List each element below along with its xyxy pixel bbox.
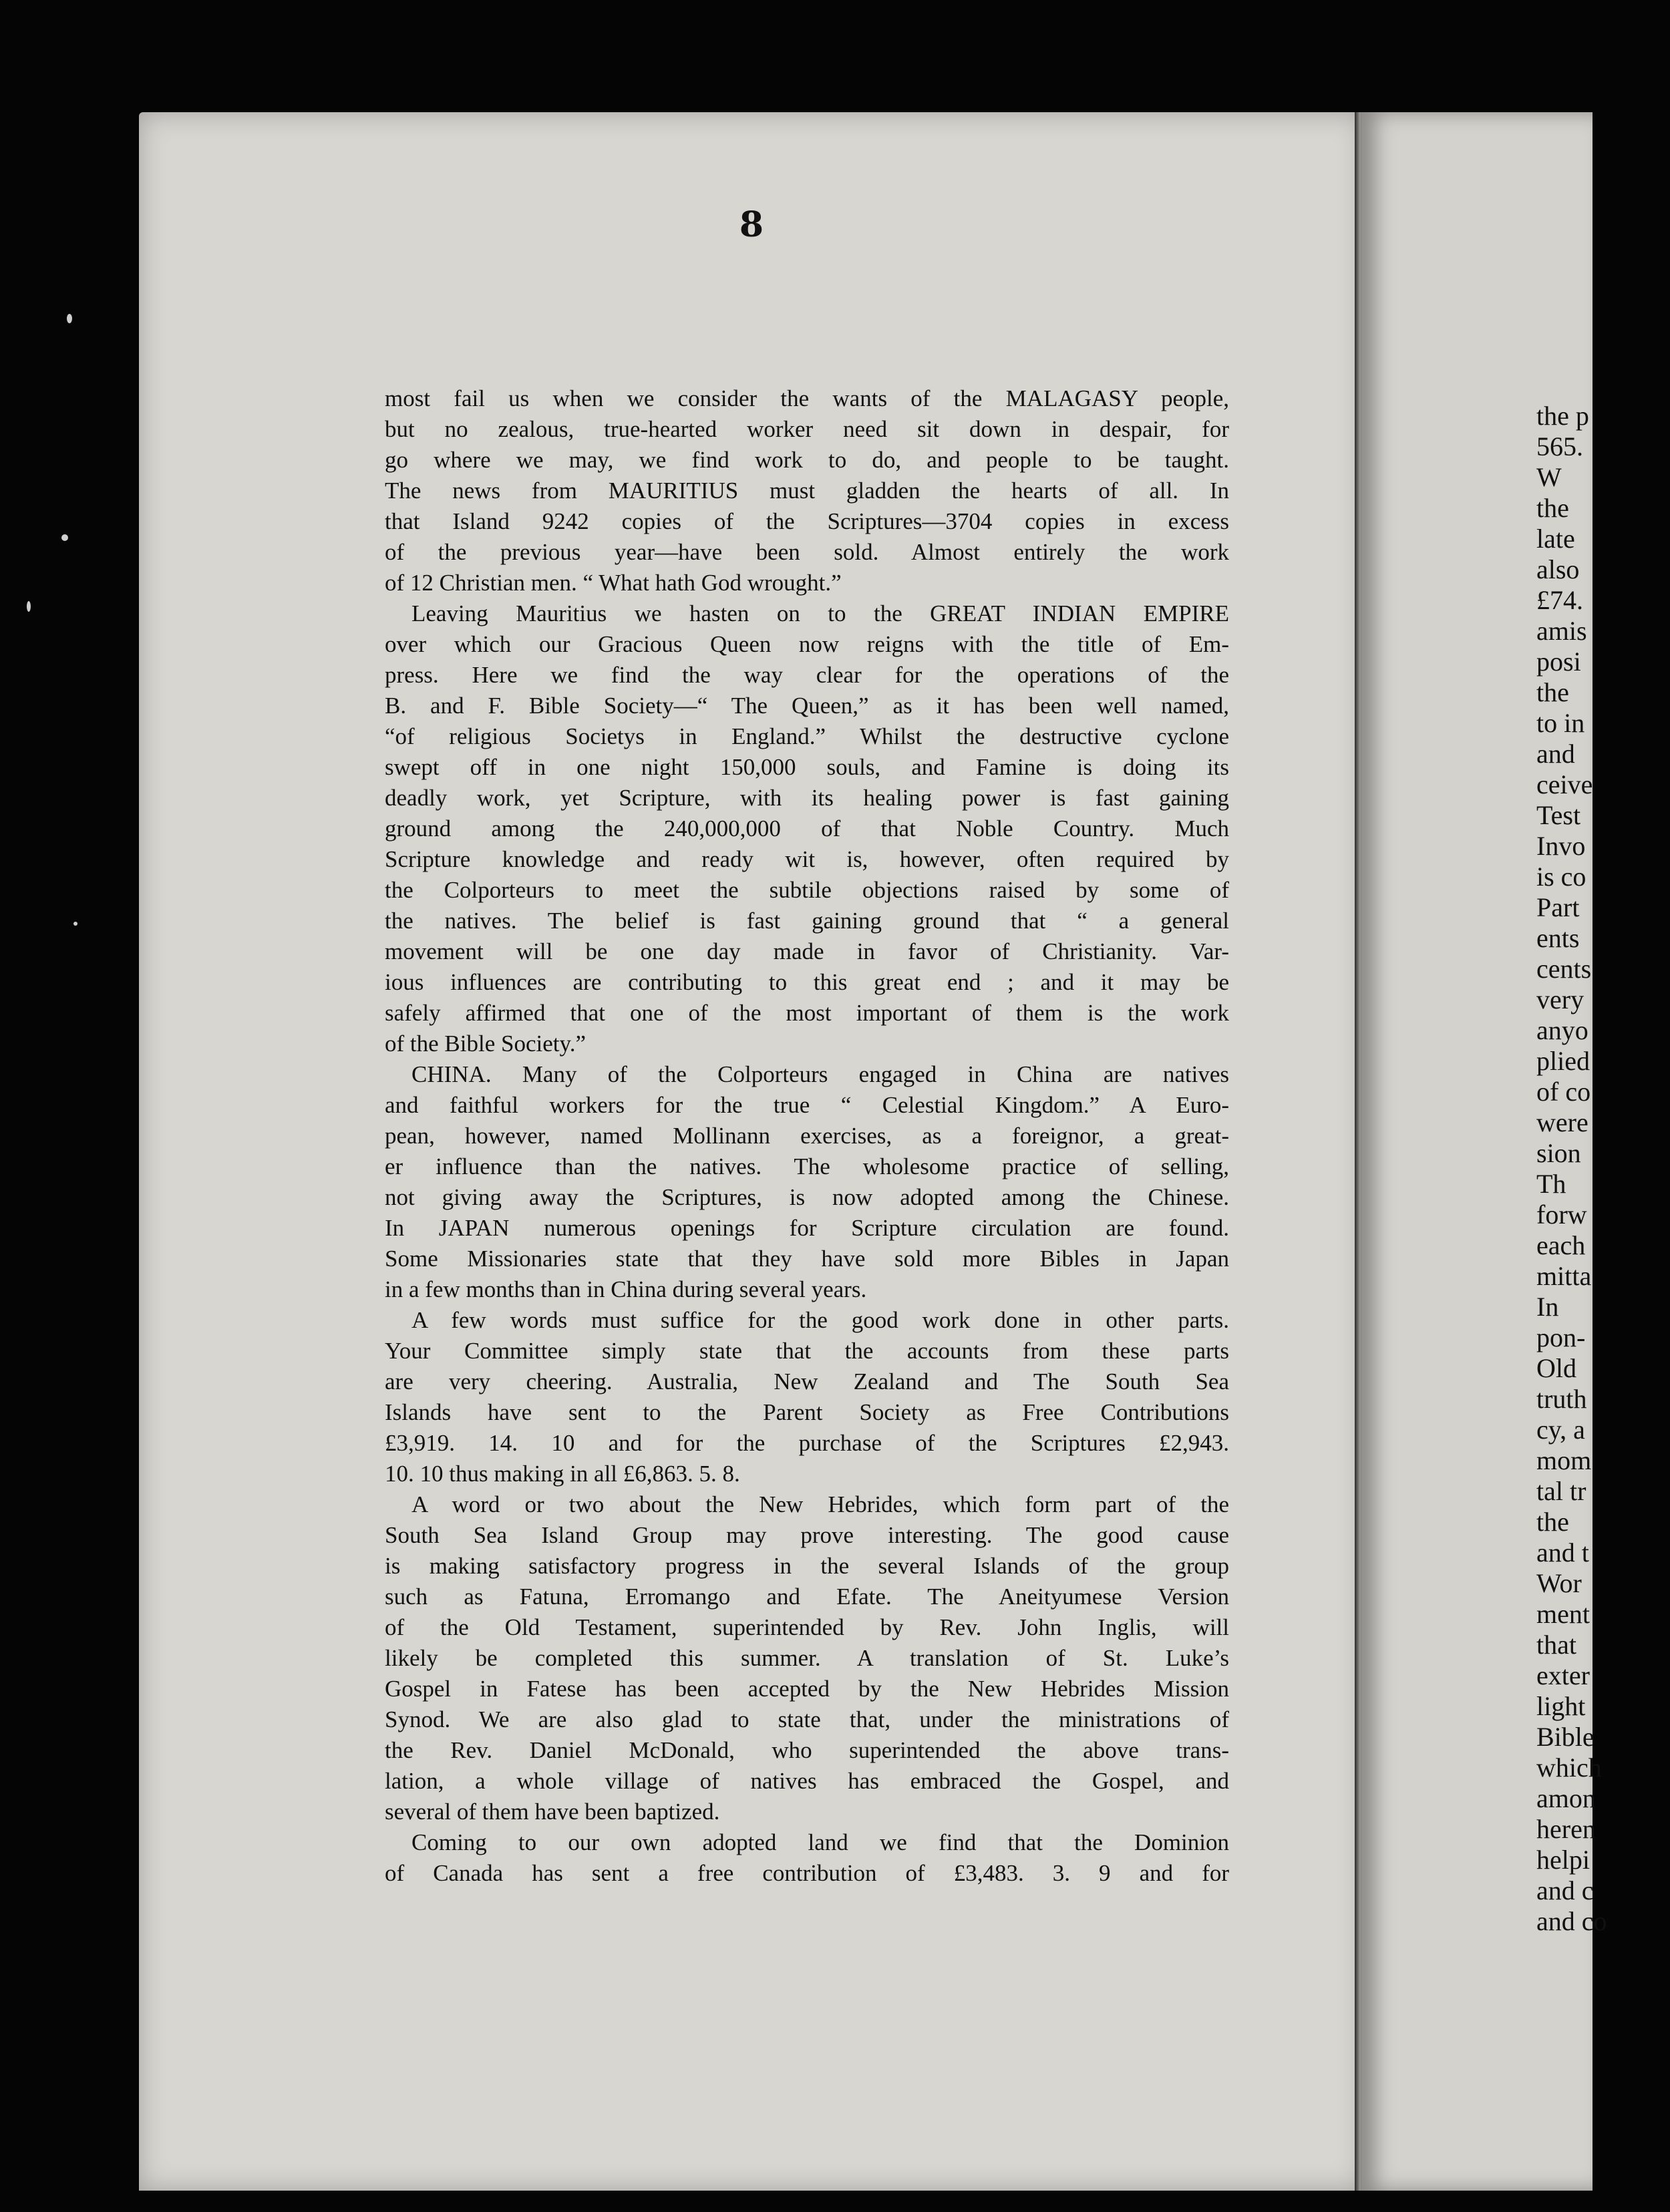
text-line: B. and F. Bible Society—“ The Queen,” as it has been well named,	[385, 693, 1229, 719]
text-line: the Colporteurs to meet the subtile objections raised by some of	[385, 877, 1229, 903]
text-fragment: posi	[1536, 647, 1581, 677]
text-fragment: of co	[1536, 1077, 1591, 1107]
text-line: that Island 9242 copies of the Scriptures—3704 copies in excess	[385, 508, 1229, 534]
text-line: Synod. We are also glad to state that, under the ministrations of	[385, 1706, 1229, 1732]
film-speck	[73, 922, 77, 926]
text-line: 10. 10 thus making in all £6,863. 5. 8.	[385, 1461, 740, 1487]
text-line: is making satisfactory progress in the several Islands of the group	[385, 1553, 1229, 1579]
text-line: such as Fatuna, Erromango and Efate. The Aneityumese Version	[385, 1584, 1229, 1610]
text-fragment: and	[1536, 739, 1575, 769]
text-line: movement will be one day made in favor of Christianity. Var-	[385, 938, 1229, 964]
text-line: ground among the 240,000,000 of that Noble Country. Much	[385, 815, 1229, 842]
text-line: press. Here we find the way clear for the operations of the	[385, 662, 1229, 688]
film-speck	[61, 534, 68, 541]
page-number: 8	[739, 204, 764, 245]
right-page	[1361, 112, 1607, 2191]
text-fragment: also	[1536, 554, 1580, 584]
text-fragment: anyo	[1536, 1015, 1589, 1045]
text-fragment: that	[1536, 1630, 1576, 1660]
text-fragment: the	[1536, 1507, 1569, 1537]
text-fragment: tal tr	[1536, 1476, 1586, 1506]
text-fragment: and c	[1536, 1875, 1594, 1905]
text-fragment: pon-	[1536, 1322, 1586, 1352]
text-line: deadly work, yet Scripture, with its healing power is fast gaining	[385, 785, 1229, 811]
left-page-body-text	[385, 383, 1229, 1889]
text-fragment: were	[1536, 1107, 1589, 1137]
text-line: Some Missionaries state that they have sold more Bibles in Japan	[385, 1246, 1229, 1272]
text-fragment: the p	[1536, 401, 1589, 431]
text-line: of 12 Christian men. “ What hath God wrought.”	[385, 570, 842, 596]
text-fragment: each	[1536, 1230, 1586, 1260]
text-fragment: Part	[1536, 892, 1580, 922]
text-line: the natives. The belief is fast gaining ground that “ a general	[385, 908, 1229, 934]
text-line: the Rev. Daniel McDonald, who superintended the above trans-	[385, 1737, 1229, 1763]
text-fragment: forw	[1536, 1200, 1587, 1230]
text-fragment: cents	[1536, 954, 1592, 984]
text-fragment: Wor	[1536, 1568, 1582, 1598]
text-fragment: Old	[1536, 1353, 1576, 1383]
text-fragment: exter	[1536, 1660, 1590, 1690]
text-line: of the previous year—have been sold. Almost entirely the work	[385, 539, 1229, 565]
text-line: safely affirmed that one of the most important of them is the work	[385, 1000, 1229, 1026]
text-fragment: the	[1536, 677, 1569, 707]
text-line: but no zealous, true-hearted worker need sit down in despair, for	[385, 416, 1229, 442]
film-speck	[27, 601, 31, 612]
text-line: South Sea Island Group may prove interesting. The good cause	[385, 1522, 1229, 1548]
text-fragment: and co	[1536, 1906, 1607, 1936]
text-line: The news from MAURITIUS must gladden the hearts of all. In	[385, 478, 1229, 504]
text-fragment: sion	[1536, 1138, 1581, 1168]
text-line: CHINA. Many of the Colporteurs engaged in China are natives	[411, 1061, 1229, 1087]
film-speck	[67, 314, 72, 323]
text-line: most fail us when we consider the wants of the MALAGASY people,	[385, 385, 1229, 411]
text-line: A few words must suffice for the good work done in other parts.	[411, 1307, 1229, 1333]
text-line: pean, however, named Mollinann exercises, as a foreignor, a great-	[385, 1123, 1229, 1149]
text-fragment: to in	[1536, 708, 1585, 738]
text-line: er influence than the natives. The wholesome practice of selling,	[385, 1153, 1229, 1179]
text-fragment: ents	[1536, 923, 1580, 953]
text-line: Coming to our own adopted land we find that the Dominion	[411, 1829, 1229, 1855]
text-fragment: light	[1536, 1691, 1586, 1721]
text-fragment: late	[1536, 524, 1575, 554]
text-line: In JAPAN numerous openings for Scripture circulation are found.	[385, 1215, 1229, 1241]
text-line: lation, a whole village of natives has embraced the Gospel, and	[385, 1768, 1229, 1794]
text-fragment: Test	[1536, 800, 1581, 830]
text-fragment: truth	[1536, 1384, 1587, 1414]
text-line: several of them have been baptized.	[385, 1799, 720, 1825]
text-fragment: and t	[1536, 1537, 1589, 1568]
text-line: of the Old Testament, superintended by Rev. John Inglis, will	[385, 1614, 1229, 1640]
text-line: swept off in one night 150,000 souls, and Famine is doing its	[385, 754, 1229, 780]
text-fragment: is co	[1536, 862, 1586, 892]
text-line: in a few months than in China during several years.	[385, 1276, 867, 1302]
text-line: of the Bible Society.”	[385, 1031, 586, 1057]
text-line: not giving away the Scriptures, is now adopted among the Chinese.	[385, 1184, 1229, 1210]
text-fragment: W	[1536, 462, 1562, 492]
text-fragment: mom	[1536, 1445, 1592, 1475]
text-line: of Canada has sent a free contribution of £3,483. 3. 9 and for	[385, 1860, 1229, 1886]
text-fragment: ceive	[1536, 769, 1593, 799]
text-fragment: £74.	[1536, 585, 1583, 615]
text-line: “of religious Societys in England.” Whilst the destructive cyclone	[385, 723, 1229, 749]
text-fragment: Bible	[1536, 1722, 1595, 1752]
text-line: Islands have sent to the Parent Society as Free Contributions	[385, 1399, 1229, 1425]
text-fragment: amis	[1536, 616, 1587, 646]
text-line: Gospel in Fatese has been accepted by the New Hebrides Mission	[385, 1676, 1229, 1702]
text-fragment: very	[1536, 984, 1584, 1015]
text-line: are very cheering. Australia, New Zealand and The South Sea	[385, 1368, 1229, 1395]
right-page-text-fragments	[1536, 401, 1670, 1937]
text-fragment: which	[1536, 1753, 1602, 1783]
text-fragment: 565.	[1536, 431, 1583, 462]
text-fragment: plied	[1536, 1046, 1590, 1076]
text-line: Your Committee simply state that the accounts from these parts	[385, 1338, 1229, 1364]
text-fragment: heren	[1536, 1814, 1596, 1844]
text-fragment: amon	[1536, 1783, 1596, 1813]
text-line: ious influences are contributing to this great end ; and it may be	[385, 969, 1229, 995]
text-fragment: helpi	[1536, 1845, 1590, 1875]
text-fragment: In	[1536, 1292, 1559, 1322]
text-line: A word or two about the New Hebrides, which form part of the	[411, 1491, 1229, 1517]
text-line: Scripture knowledge and ready wit is, however, often required by	[385, 846, 1229, 872]
text-fragment: Invo	[1536, 831, 1586, 861]
text-line: go where we may, we find work to do, and people to be taught.	[385, 447, 1229, 473]
text-fragment: the	[1536, 493, 1569, 523]
text-line: likely be completed this summer. A translation of St. Luke’s	[385, 1645, 1229, 1671]
text-fragment: ment	[1536, 1599, 1590, 1629]
text-line: £3,919. 14. 10 and for the purchase of the Scriptures £2,943.	[385, 1430, 1229, 1456]
text-line: Leaving Mauritius we hasten on to the GREAT INDIAN EMPIRE	[411, 600, 1229, 626]
text-fragment: mitta	[1536, 1261, 1592, 1291]
text-fragment: Th	[1536, 1169, 1566, 1199]
text-line: over which our Gracious Queen now reigns with the title of Em-	[385, 631, 1229, 657]
text-line: and faithful workers for the true “ Celestial Kingdom.” A Euro-	[385, 1092, 1229, 1118]
text-fragment: cy, a	[1536, 1415, 1585, 1445]
